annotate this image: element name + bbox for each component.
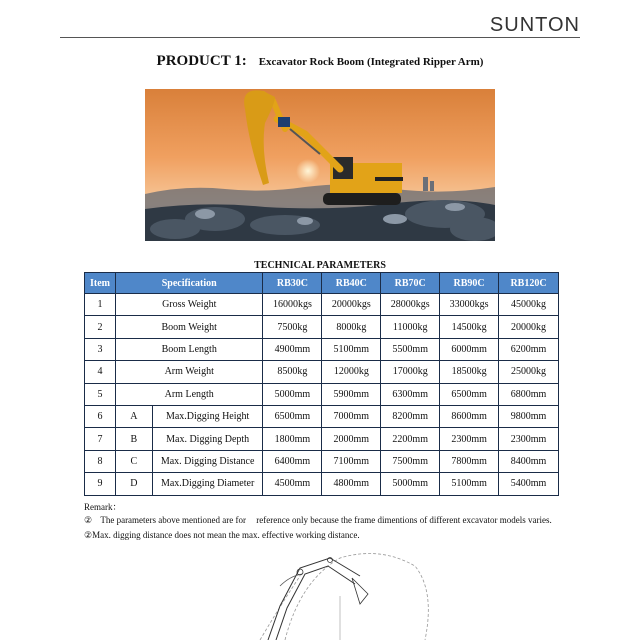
header-model: RB90C bbox=[440, 273, 499, 294]
cell-item: 8 bbox=[85, 450, 116, 472]
table-row bbox=[85, 428, 559, 450]
cell-value: 5000mm bbox=[381, 473, 440, 495]
cell-value: 5400mm bbox=[499, 473, 559, 495]
cell-code: B bbox=[115, 428, 152, 450]
cell-spec: Max. Digging Distance bbox=[152, 450, 263, 472]
header-model: RB120C bbox=[499, 273, 559, 294]
table-row bbox=[85, 294, 559, 316]
cell-value: 8400mm bbox=[499, 450, 559, 472]
table-row bbox=[85, 473, 559, 495]
header-model: RB70C bbox=[381, 273, 440, 294]
cell-item: 9 bbox=[85, 473, 116, 495]
cell-value: 5900mm bbox=[322, 383, 381, 405]
cell-item: 3 bbox=[85, 338, 116, 360]
cell-value: 4800mm bbox=[322, 473, 381, 495]
title-main: PRODUCT 1: bbox=[156, 53, 247, 69]
cell-item: 7 bbox=[85, 428, 116, 450]
cell-value: 7500mm bbox=[381, 450, 440, 472]
cell-value: 12000kg bbox=[322, 361, 381, 383]
cell-spec: Arm Weight bbox=[115, 361, 263, 383]
cell-value: 7800mm bbox=[440, 450, 499, 472]
cell-value: 17000kg bbox=[381, 361, 440, 383]
cell-item: 6 bbox=[85, 405, 116, 427]
cell-value: 4500mm bbox=[263, 473, 322, 495]
table-row bbox=[85, 383, 559, 405]
cell-spec: Boom Length bbox=[115, 338, 263, 360]
remark-line-1 bbox=[84, 515, 552, 526]
cell-value: 45000kg bbox=[499, 294, 559, 316]
header-model: RB30C bbox=[263, 273, 322, 294]
cell-value: 28000kgs bbox=[381, 294, 440, 316]
cell-value: 2000mm bbox=[322, 428, 381, 450]
cell-item: 1 bbox=[85, 294, 116, 316]
cell-item: 4 bbox=[85, 361, 116, 383]
cell-spec: Max.Digging Height bbox=[152, 405, 263, 427]
cell-value: 25000kg bbox=[499, 361, 559, 383]
cell-value: 1800mm bbox=[263, 428, 322, 450]
cell-code: A bbox=[115, 405, 152, 427]
cell-value: 5100mm bbox=[322, 338, 381, 360]
technical-parameters-table bbox=[84, 272, 559, 496]
remark-text-b: reference only because the frame dimentions of different excavator models varies. bbox=[256, 515, 552, 525]
cell-value: 9800mm bbox=[499, 405, 559, 427]
header-specification: Specification bbox=[115, 273, 263, 294]
cell-value: 5500mm bbox=[381, 338, 440, 360]
table-header-row bbox=[85, 273, 559, 294]
cell-value: 2300mm bbox=[440, 428, 499, 450]
cell-code: D bbox=[115, 473, 152, 495]
cell-item: 5 bbox=[85, 383, 116, 405]
cell-value: 7500kg bbox=[263, 316, 322, 338]
header-rule bbox=[60, 37, 580, 38]
cell-spec: Max. Digging Depth bbox=[152, 428, 263, 450]
remark-text-a: The parameters above mentioned are for bbox=[100, 515, 247, 525]
dimension-drawing bbox=[240, 546, 440, 640]
dimension-drawing-graphic bbox=[240, 546, 440, 640]
remark-line-2: ②Max. digging distance does not mean the max. effective working distance. bbox=[84, 530, 360, 540]
cell-value: 7100mm bbox=[322, 450, 381, 472]
cell-spec: Max.Digging Diameter bbox=[152, 473, 263, 495]
cell-value: 6300mm bbox=[381, 383, 440, 405]
cell-value: 16000kgs bbox=[263, 294, 322, 316]
cell-value: 2300mm bbox=[499, 428, 559, 450]
cell-value: 6500mm bbox=[440, 383, 499, 405]
table-row bbox=[85, 361, 559, 383]
cell-value: 8500kg bbox=[263, 361, 322, 383]
cell-code: C bbox=[115, 450, 152, 472]
remark-marker: ② bbox=[84, 515, 93, 525]
cell-value: 6000mm bbox=[440, 338, 499, 360]
cell-value: 33000kgs bbox=[440, 294, 499, 316]
header-model: RB40C bbox=[322, 273, 381, 294]
excavator-photo bbox=[145, 89, 495, 241]
cell-value: 8000kg bbox=[322, 316, 381, 338]
table-row bbox=[85, 316, 559, 338]
table-row bbox=[85, 450, 559, 472]
cell-value: 6200mm bbox=[499, 338, 559, 360]
cell-value: 6400mm bbox=[263, 450, 322, 472]
title-sub: Excavator Rock Boom (Integrated Ripper Arm) bbox=[258, 56, 484, 68]
cell-value: 8600mm bbox=[440, 405, 499, 427]
excavator-photo-graphic bbox=[145, 89, 495, 241]
cell-value: 8200mm bbox=[381, 405, 440, 427]
cell-item: 2 bbox=[85, 316, 116, 338]
cell-value: 5100mm bbox=[440, 473, 499, 495]
table-title: TECHNICAL PARAMETERS bbox=[254, 260, 386, 271]
cell-value: 6800mm bbox=[499, 383, 559, 405]
cell-value: 5000mm bbox=[263, 383, 322, 405]
page-title bbox=[0, 52, 640, 70]
header-item: Item bbox=[85, 273, 116, 294]
cell-value: 20000kgs bbox=[322, 294, 381, 316]
table-row bbox=[85, 338, 559, 360]
cell-spec: Arm Length bbox=[115, 383, 263, 405]
table-row bbox=[85, 405, 559, 427]
cell-value: 7000mm bbox=[322, 405, 381, 427]
remark-heading: Remark： bbox=[84, 502, 122, 512]
cell-value: 4900mm bbox=[263, 338, 322, 360]
cell-spec: Gross Weight bbox=[115, 294, 263, 316]
cell-value: 14500kg bbox=[440, 316, 499, 338]
cell-value: 2200mm bbox=[381, 428, 440, 450]
cell-value: 20000kg bbox=[499, 316, 559, 338]
cell-spec: Boom Weight bbox=[115, 316, 263, 338]
cell-value: 18500kg bbox=[440, 361, 499, 383]
cell-value: 6500mm bbox=[263, 405, 322, 427]
cell-value: 11000kg bbox=[381, 316, 440, 338]
brand-logo: SUNTON bbox=[489, 14, 580, 36]
